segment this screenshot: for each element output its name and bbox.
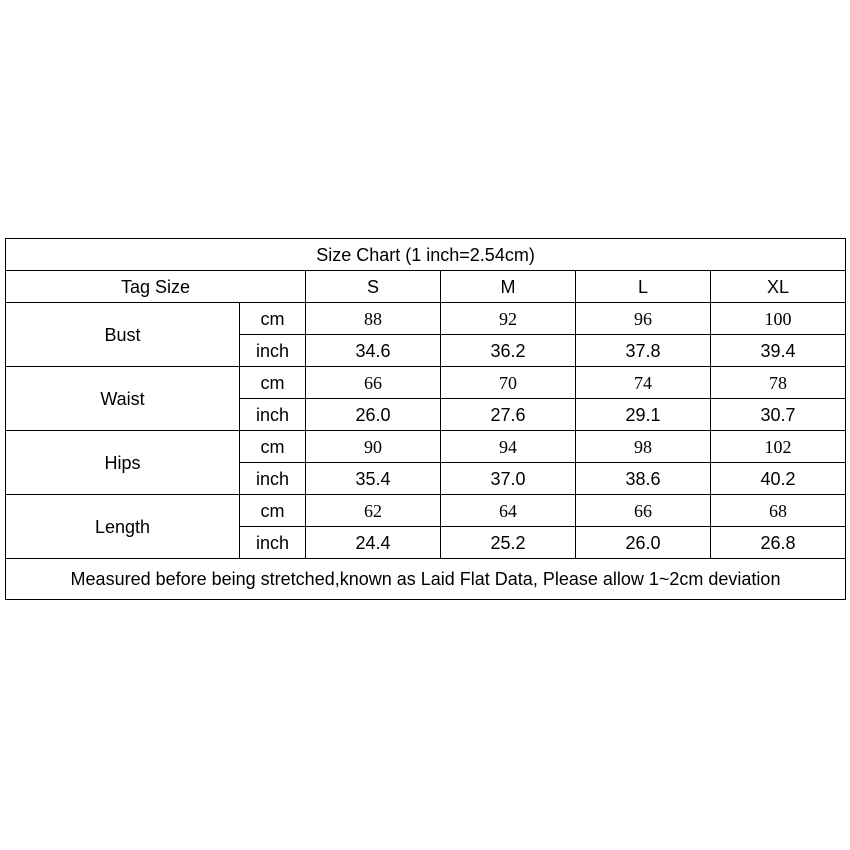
- measurement-name-waist: Waist: [6, 367, 240, 431]
- value-cell: 62: [306, 495, 441, 527]
- value-cell: 94: [441, 431, 576, 463]
- value-cell: 37.8: [576, 335, 711, 367]
- value-cell: 70: [441, 367, 576, 399]
- value-cell: 24.4: [306, 527, 441, 559]
- unit-label-inch: inch: [240, 335, 306, 367]
- measurement-name-bust: Bust: [6, 303, 240, 367]
- measurement-name-hips: Hips: [6, 431, 240, 495]
- unit-label-inch: inch: [240, 527, 306, 559]
- table-row: [6, 495, 846, 527]
- value-cell: 38.6: [576, 463, 711, 495]
- tag-size-header: Tag Size: [6, 271, 306, 303]
- value-cell: 35.4: [306, 463, 441, 495]
- value-cell: 92: [441, 303, 576, 335]
- value-cell: 25.2: [441, 527, 576, 559]
- size-chart-table: [5, 238, 846, 600]
- value-cell: 34.6: [306, 335, 441, 367]
- unit-label-cm: cm: [240, 431, 306, 463]
- value-cell: 102: [711, 431, 846, 463]
- unit-label-cm: cm: [240, 367, 306, 399]
- value-cell: 78: [711, 367, 846, 399]
- unit-label-cm: cm: [240, 495, 306, 527]
- value-cell: 27.6: [441, 399, 576, 431]
- value-cell: 26.0: [576, 527, 711, 559]
- value-cell: 64: [441, 495, 576, 527]
- table-title: Size Chart (1 inch=2.54cm): [6, 239, 846, 271]
- value-cell: 98: [576, 431, 711, 463]
- unit-label-inch: inch: [240, 399, 306, 431]
- value-cell: 39.4: [711, 335, 846, 367]
- unit-label-inch: inch: [240, 463, 306, 495]
- value-cell: 88: [306, 303, 441, 335]
- value-cell: 100: [711, 303, 846, 335]
- value-cell: 66: [576, 495, 711, 527]
- value-cell: 37.0: [441, 463, 576, 495]
- size-header-m: M: [441, 271, 576, 303]
- value-cell: 30.7: [711, 399, 846, 431]
- footnote: Measured before being stretched,known as Laid Flat Data, Please allow 1~2cm deviation: [6, 559, 846, 600]
- value-cell: 90: [306, 431, 441, 463]
- size-header-s: S: [306, 271, 441, 303]
- value-cell: 26.0: [306, 399, 441, 431]
- value-cell: 68: [711, 495, 846, 527]
- size-header-xl: XL: [711, 271, 846, 303]
- value-cell: 74: [576, 367, 711, 399]
- size-header-l: L: [576, 271, 711, 303]
- unit-label-cm: cm: [240, 303, 306, 335]
- measurement-name-length: Length: [6, 495, 240, 559]
- value-cell: 96: [576, 303, 711, 335]
- value-cell: 66: [306, 367, 441, 399]
- value-cell: 40.2: [711, 463, 846, 495]
- value-cell: 36.2: [441, 335, 576, 367]
- table-row: [6, 367, 846, 399]
- table-row: [6, 431, 846, 463]
- table-row: [6, 303, 846, 335]
- value-cell: 29.1: [576, 399, 711, 431]
- value-cell: 26.8: [711, 527, 846, 559]
